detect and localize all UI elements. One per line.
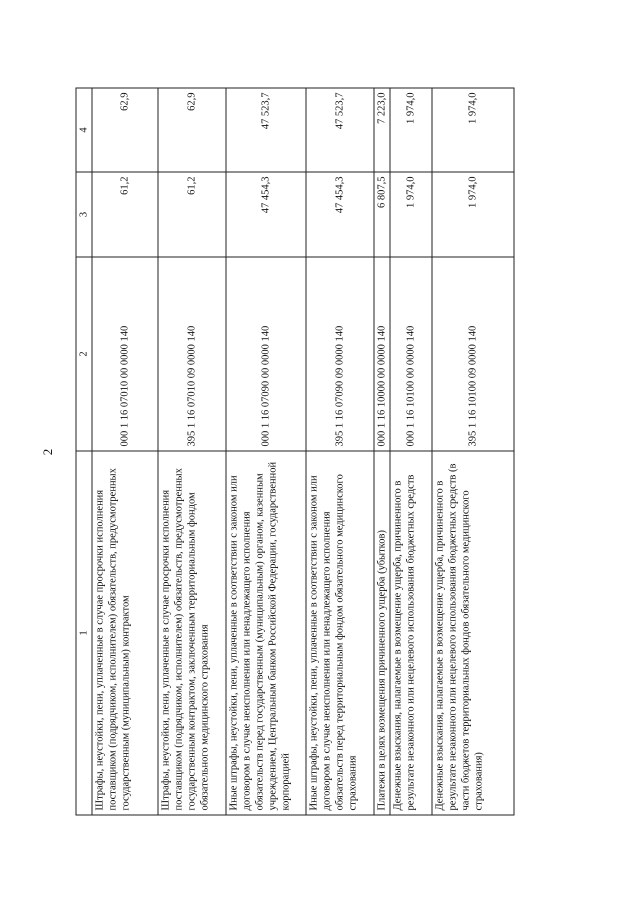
table-row xyxy=(92,88,158,815)
table-header-row xyxy=(76,88,92,815)
row-description: Денежные взыскания, налагаемые в возмещение ущерба, причиненного в результате незаконного или нецелевого использования бюджетных средств (в части бюджетов территориальных фондов обязательного медицинского страхования) xyxy=(432,451,514,815)
row-value-col3: 6 807,5 xyxy=(374,172,390,257)
row-value-col4: 62,9 xyxy=(92,88,158,172)
row-description: Денежные взыскания, налагаемые в возмещение ущерба, причиненного в результате незаконного или нецелевого использования бюджетных средств xyxy=(390,451,432,815)
budget-revenue-table xyxy=(75,87,514,815)
column-header-4: 4 xyxy=(76,88,92,172)
row-code: 000 1 16 10000 00 0000 140 xyxy=(374,257,390,451)
row-value-col4: 1 974,0 xyxy=(390,88,432,172)
row-value-col4: 7 223,0 xyxy=(374,88,390,172)
table-row xyxy=(390,88,432,815)
row-description: Иные штрафы, неустойки, пени, уплаченные в соответствии с законом или договором в случае неисполнения или ненадлежащего исполнения обязательств перед государственным (муниципальным) органом, казенным учреждением, Центральным банком Российской Федерации, государственной корпорацией xyxy=(226,451,306,815)
table-row xyxy=(432,88,514,815)
table-row xyxy=(226,88,306,815)
row-value-col3: 47 454,3 xyxy=(306,172,374,257)
row-value-col4: 62,9 xyxy=(158,88,226,172)
rotated-table-wrapper xyxy=(75,88,513,815)
row-value-col4: 1 974,0 xyxy=(432,88,514,172)
column-header-2: 2 xyxy=(76,257,92,451)
row-value-col3: 1 974,0 xyxy=(390,172,432,257)
column-header-3: 3 xyxy=(76,172,92,257)
row-value-col4: 47 523,7 xyxy=(306,88,374,172)
row-value-col3: 61,2 xyxy=(158,172,226,257)
row-value-col3: 61,2 xyxy=(92,172,158,257)
table-row xyxy=(306,88,374,815)
column-header-1: 1 xyxy=(76,451,92,815)
row-value-col3: 47 454,3 xyxy=(226,172,306,257)
row-description: Штрафы, неустойки, пени, уплаченные в случае просрочки исполнения поставщиком (подрядчиком, исполнителем) обязательств, предусмотренных государственным контрактом, заключенным территориальным фондом обязательного медицинского страхования xyxy=(158,451,226,815)
row-code: 000 1 16 07090 00 0000 140 xyxy=(226,257,306,451)
row-code: 000 1 16 10100 00 0000 140 xyxy=(390,257,432,451)
row-value-col4: 47 523,7 xyxy=(226,88,306,172)
row-description: Иные штрафы, неустойки, пени, уплаченные в соответствии с законом или договором в случае неисполнения или ненадлежащего исполнения обязательств перед территориальным фондом обязательного медицинского страхования xyxy=(306,451,374,815)
row-description: Платежи в целях возмещения причиненного ущерба (убытков) xyxy=(374,451,390,815)
table-row xyxy=(158,88,226,815)
budget-table-frame xyxy=(75,88,513,815)
row-code: 395 1 16 07090 09 0000 140 xyxy=(306,257,374,451)
row-description: Штрафы, неустойки, пени, уплаченные в случае просрочки исполнения поставщиком (подрядчиком, исполнителем) обязательств, предусмотренных государственным (муниципальным) контрактом xyxy=(92,451,158,815)
row-code: 000 1 16 07010 00 0000 140 xyxy=(92,257,158,451)
page-number: 2 xyxy=(40,448,55,456)
row-code: 395 1 16 10100 09 0000 140 xyxy=(432,257,514,451)
table-row xyxy=(374,88,390,815)
row-code: 395 1 16 07010 09 0000 140 xyxy=(158,257,226,451)
row-value-col3: 1 974,0 xyxy=(432,172,514,257)
